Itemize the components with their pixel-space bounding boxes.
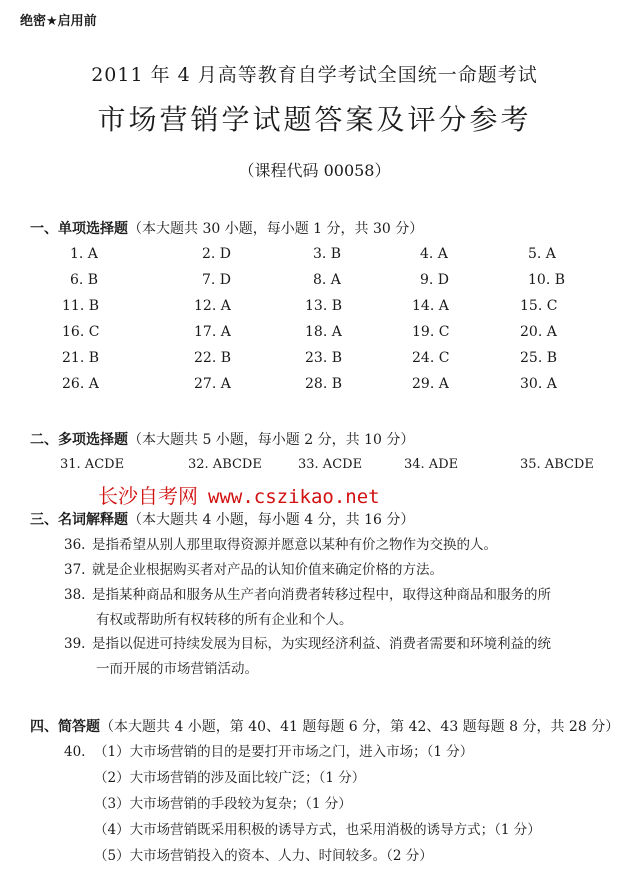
point-text: （4）大市场营销既采用积极的诱导方式，也采用消极的诱导方式；（1 分）	[94, 822, 541, 838]
definition-item	[64, 533, 624, 557]
answer-point	[64, 844, 624, 870]
section3-title: 三、名词解释题	[30, 512, 128, 528]
secret-label: 绝密★启用前	[20, 14, 97, 29]
watermark-name: 长沙自考网	[98, 484, 198, 508]
answer-cell: 6. B	[70, 272, 99, 288]
answer-cell: 8. A	[313, 272, 341, 288]
answer-cell: 4. A	[420, 246, 448, 262]
section2-title: 二、多项选择题	[30, 432, 128, 448]
answer-cell: 20. A	[520, 324, 557, 340]
answer-row	[62, 298, 622, 324]
item-number: 37.	[64, 562, 86, 578]
answer-cell: 28. B	[305, 376, 343, 392]
answer-cell: 10. B	[528, 272, 566, 288]
answer-cell: 24. C	[412, 350, 450, 366]
answer-cell: 12. A	[194, 298, 231, 314]
point-text: （1）大市场营销的目的是要打开市场之门，进入市场；（1 分）	[94, 744, 474, 760]
term-definitions	[64, 533, 624, 681]
answer-cell: 31. ACDE	[60, 457, 125, 472]
answer-cell: 14. A	[412, 298, 449, 314]
point-text: （5）大市场营销投入的资本、人力、时间较多。（2 分）	[94, 848, 433, 864]
answer-cell: 2. D	[202, 246, 232, 262]
answer-point	[64, 766, 624, 792]
answer-row	[62, 246, 622, 272]
answer-cell: 1. A	[70, 246, 98, 262]
answer-cell: 34. ADE	[404, 457, 459, 472]
item-number: 38.	[64, 587, 86, 603]
answer-cell: 7. D	[202, 272, 232, 288]
answer-cell: 17. A	[194, 324, 231, 340]
answer-cell: 27. A	[194, 376, 231, 392]
section4-title: 四、简答题	[30, 719, 100, 735]
answer-cell: 22. B	[194, 350, 232, 366]
section1-title: 一、单项选择题	[30, 221, 128, 237]
section1-note: （本大题共 30 小题，每小题 1 分，共 30 分）	[128, 221, 424, 237]
item-text: 就是企业根据购买者对产品的认知价值来确定价格的方法。	[92, 562, 443, 578]
answer-cell: 16. C	[62, 324, 100, 340]
answer-cell: 3. B	[313, 246, 342, 262]
answer-cell: 5. A	[528, 246, 556, 262]
point-text: （2）大市场营销的涉及面比较广泛；（1 分）	[94, 770, 366, 786]
question-number: 40.	[64, 744, 86, 760]
item-text: 是指希望从别人那里取得资源并愿意以某种有价之物作为交换的人。	[92, 537, 497, 553]
short-answer-points	[64, 740, 624, 870]
item-number: 36.	[64, 537, 86, 553]
answer-cell: 19. C	[412, 324, 450, 340]
watermark-url: www.cszikao.net	[208, 486, 380, 508]
answer-point	[64, 740, 624, 766]
exam-title: 2011 年 4 月高等教育自学考试全国统一命题考试	[91, 64, 538, 86]
item-number: 39.	[64, 636, 86, 652]
document-title: 市场营销学试题答案及评分参考	[97, 103, 532, 136]
answer-cell: 21. B	[62, 350, 100, 366]
answer-cell: 23. B	[305, 350, 343, 366]
answer-point	[64, 792, 624, 818]
course-code: （课程代码 00058）	[238, 161, 391, 180]
answer-cell: 33. ACDE	[298, 457, 363, 472]
section2-note: （本大题共 5 小题，每小题 2 分，共 10 分）	[128, 432, 415, 448]
answer-row	[62, 272, 622, 298]
section4-heading	[30, 716, 619, 736]
answer-cell: 29. A	[412, 376, 449, 392]
point-text: （3）大市场营销的手段较为复杂；（1 分）	[94, 796, 352, 812]
answer-cell: 13. B	[305, 298, 343, 314]
answer-cell: 25. B	[520, 350, 558, 366]
answer-row	[62, 376, 622, 402]
answer-cell: 18. A	[305, 324, 342, 340]
answer-row	[62, 324, 622, 350]
section2-heading	[30, 429, 414, 449]
section3-heading	[30, 509, 414, 529]
section3-note: （本大题共 4 小题，每小题 4 分，共 16 分）	[128, 512, 415, 528]
answer-cell: 11. B	[62, 298, 100, 314]
answer-cell: 26. A	[62, 376, 99, 392]
item-continuation: 有权或帮助所有权转移的所有企业和个人。	[96, 612, 353, 628]
definition-item	[64, 558, 624, 582]
item-continuation: 一而开展的市场营销活动。	[96, 661, 258, 677]
answer-row	[62, 350, 622, 376]
single-choice-answers	[62, 246, 622, 402]
item-text: 是指以促进可持续发展为目标，为实现经济利益、消费者需要和环境利益的统	[92, 636, 551, 652]
definition-item	[64, 583, 624, 607]
definition-item	[64, 632, 624, 656]
watermark	[98, 480, 380, 509]
answer-point	[64, 818, 624, 844]
answer-cell: 9. D	[420, 272, 450, 288]
answer-cell: 32. ABCDE	[188, 457, 262, 472]
answer-cell: 35. ABCDE	[520, 457, 594, 472]
item-text: 是指某种商品和服务从生产者向消费者转移过程中，取得这种商品和服务的所	[92, 587, 551, 603]
answer-cell: 15. C	[520, 298, 558, 314]
section4-note: （本大题共 4 小题，第 40、41 题每题 6 分，第 42、43 题每题 8 分，共 28 分）	[100, 719, 620, 735]
section1-heading	[30, 218, 423, 238]
answer-cell: 30. A	[520, 376, 557, 392]
